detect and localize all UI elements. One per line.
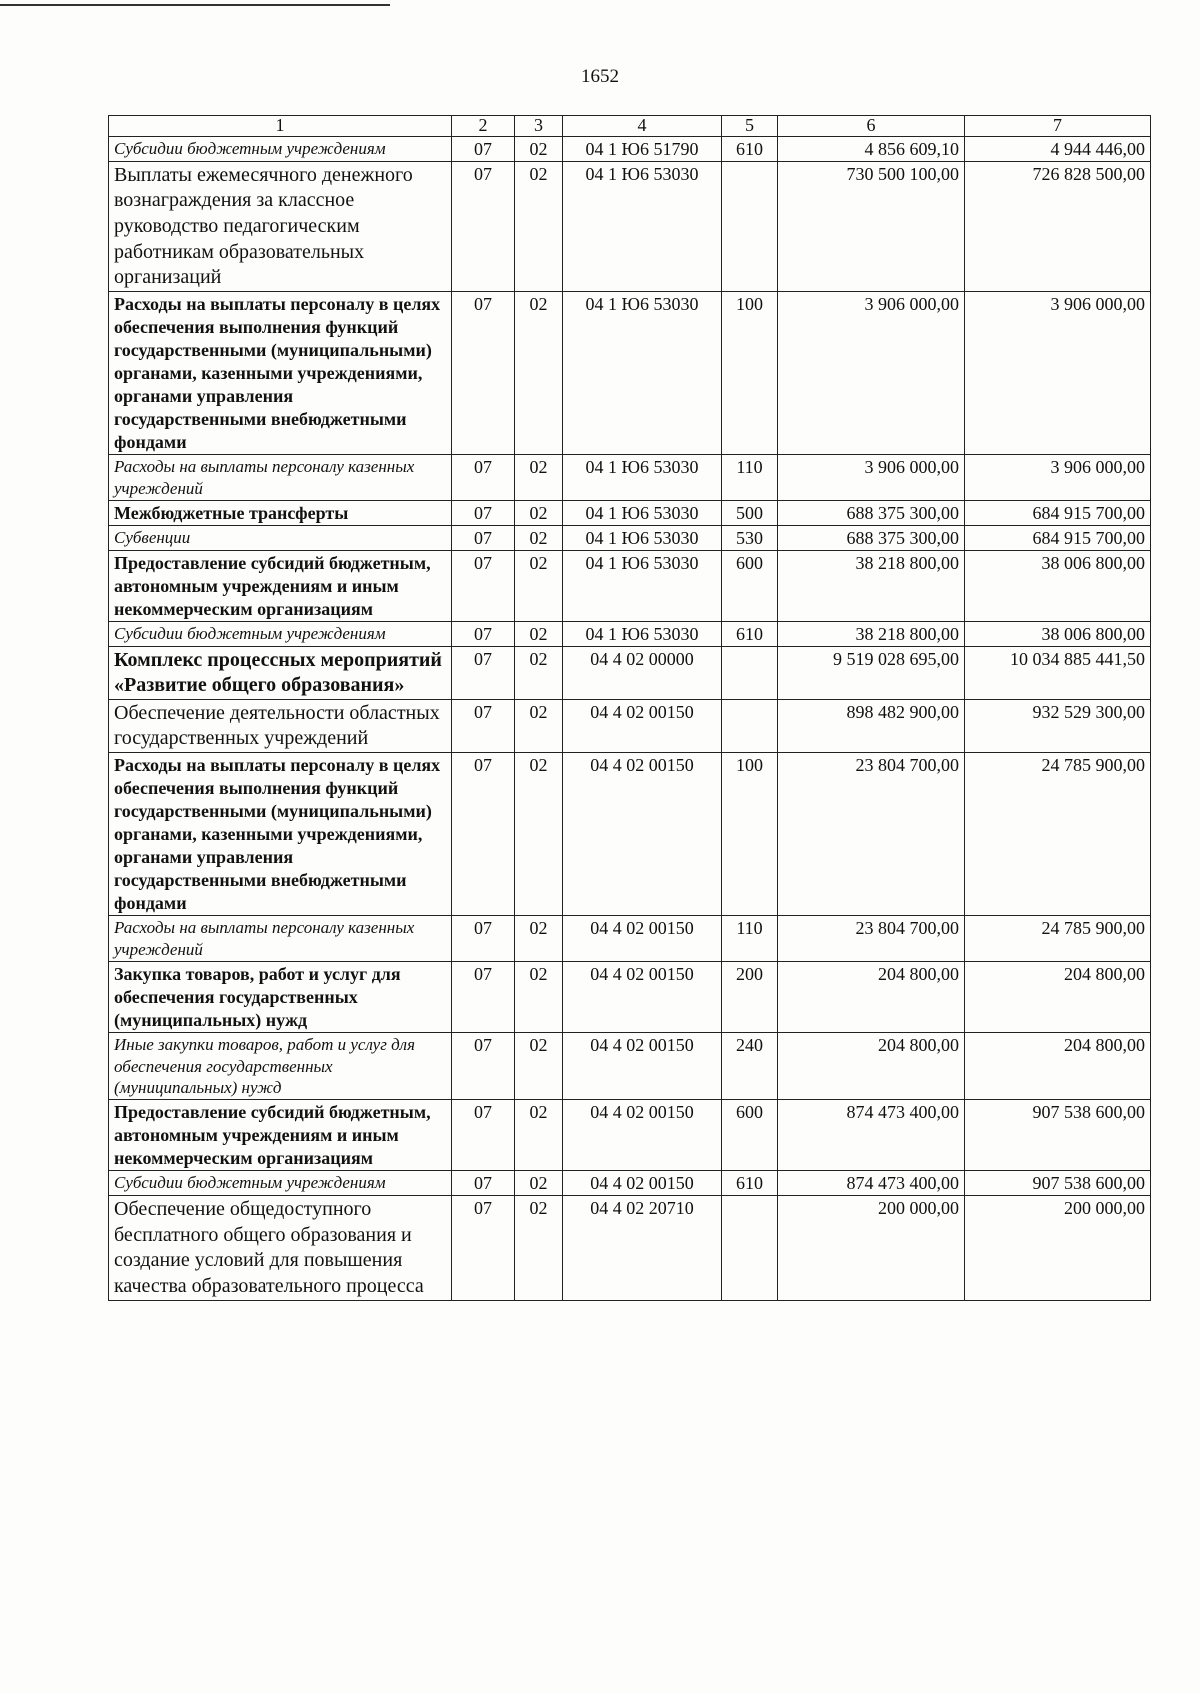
target-article-cell: 04 1 Ю6 53030 [563,550,722,621]
table-row [109,550,1151,621]
amount-year-1-cell: 204 800,00 [778,961,965,1032]
subsection-code-cell: 02 [515,961,563,1032]
amount-year-1-cell: 730 500 100,00 [778,161,965,291]
section-code-cell: 07 [452,1196,515,1300]
subsection-code-cell: 02 [515,1032,563,1099]
table-row [109,455,1151,501]
row-name-cell: Предоставление субсидий бюджетным, автономным учреждениям и иным некоммерческим организациям [109,550,452,621]
row-name-cell: Расходы на выплаты персоналу в целях обеспечения выполнения функций государственными (муниципальными) органами, казенными учреждениями, органами управления государственными внебюджетными фондами [109,291,452,454]
target-article-cell: 04 1 Ю6 53030 [563,525,722,550]
subsection-code-cell: 02 [515,161,563,291]
amount-year-2-cell: 24 785 900,00 [965,753,1151,916]
table-row [109,753,1151,916]
section-code-cell: 07 [452,455,515,501]
expense-type-cell: 200 [722,961,778,1032]
amount-year-2-cell: 726 828 500,00 [965,161,1151,291]
amount-year-1-cell: 38 218 800,00 [778,621,965,646]
table-row [109,500,1151,525]
section-code-cell: 07 [452,621,515,646]
subsection-code-cell: 02 [515,136,563,161]
section-code-cell: 07 [452,1171,515,1196]
amount-year-1-cell: 204 800,00 [778,1032,965,1099]
subsection-code-cell: 02 [515,1171,563,1196]
row-name-cell: Расходы на выплаты персоналу казенных учреждений [109,916,452,962]
row-name-cell: Субвенции [109,525,452,550]
section-code-cell: 07 [452,1032,515,1099]
table-row [109,1032,1151,1099]
target-article-cell: 04 1 Ю6 53030 [563,291,722,454]
amount-year-2-cell: 24 785 900,00 [965,916,1151,962]
amount-year-2-cell: 932 529 300,00 [965,699,1151,752]
amount-year-2-cell: 204 800,00 [965,961,1151,1032]
row-name-cell: Расходы на выплаты персоналу в целях обеспечения выполнения функций государственными (муниципальными) органами, казенными учреждениями, органами управления государственными внебюджетными фондами [109,753,452,916]
amount-year-1-cell: 874 473 400,00 [778,1171,965,1196]
amount-year-1-cell: 23 804 700,00 [778,916,965,962]
amount-year-2-cell: 684 915 700,00 [965,500,1151,525]
table-row [109,961,1151,1032]
amount-year-1-cell: 688 375 300,00 [778,500,965,525]
header-col-2: 2 [452,116,515,137]
section-code-cell: 07 [452,550,515,621]
table-row [109,136,1151,161]
row-name-cell: Иные закупки товаров, работ и услуг для обеспечения государственных (муниципальных) нужд [109,1032,452,1099]
row-name-cell: Предоставление субсидий бюджетным, автономным учреждениям и иным некоммерческим организациям [109,1100,452,1171]
expense-type-cell [722,161,778,291]
scan-edge-line [0,4,390,6]
header-col-1: 1 [109,116,452,137]
target-article-cell: 04 4 02 00150 [563,961,722,1032]
amount-year-2-cell: 3 906 000,00 [965,455,1151,501]
section-code-cell: 07 [452,961,515,1032]
table-row [109,646,1151,699]
subsection-code-cell: 02 [515,916,563,962]
target-article-cell: 04 4 02 20710 [563,1196,722,1300]
amount-year-1-cell: 874 473 400,00 [778,1100,965,1171]
header-col-6: 6 [778,116,965,137]
amount-year-2-cell: 204 800,00 [965,1032,1151,1099]
row-name-cell: Комплекс процессных мероприятий «Развитие общего образования» [109,646,452,699]
target-article-cell: 04 4 02 00150 [563,1100,722,1171]
expense-type-cell [722,1196,778,1300]
section-code-cell: 07 [452,500,515,525]
section-code-cell: 07 [452,525,515,550]
table-row [109,1171,1151,1196]
amount-year-2-cell: 10 034 885 441,50 [965,646,1151,699]
subsection-code-cell: 02 [515,550,563,621]
amount-year-2-cell: 907 538 600,00 [965,1100,1151,1171]
target-article-cell: 04 4 02 00150 [563,916,722,962]
subsection-code-cell: 02 [515,291,563,454]
subsection-code-cell: 02 [515,621,563,646]
amount-year-1-cell: 688 375 300,00 [778,525,965,550]
section-code-cell: 07 [452,291,515,454]
target-article-cell: 04 4 02 00000 [563,646,722,699]
row-name-cell: Межбюджетные трансферты [109,500,452,525]
header-col-5: 5 [722,116,778,137]
header-col-4: 4 [563,116,722,137]
subsection-code-cell: 02 [515,500,563,525]
expense-type-cell: 100 [722,291,778,454]
expense-type-cell: 610 [722,136,778,161]
section-code-cell: 07 [452,699,515,752]
row-name-cell: Закупка товаров, работ и услуг для обеспечения государственных (муниципальных) нужд [109,961,452,1032]
amount-year-2-cell: 38 006 800,00 [965,621,1151,646]
section-code-cell: 07 [452,1100,515,1171]
section-code-cell: 07 [452,646,515,699]
section-code-cell: 07 [452,753,515,916]
expense-type-cell: 610 [722,1171,778,1196]
table-row [109,1100,1151,1171]
amount-year-2-cell: 4 944 446,00 [965,136,1151,161]
target-article-cell: 04 4 02 00150 [563,1171,722,1196]
subsection-code-cell: 02 [515,646,563,699]
target-article-cell: 04 4 02 00150 [563,699,722,752]
header-col-7: 7 [965,116,1151,137]
amount-year-1-cell: 38 218 800,00 [778,550,965,621]
section-code-cell: 07 [452,916,515,962]
header-col-3: 3 [515,116,563,137]
table-row [109,621,1151,646]
amount-year-1-cell: 4 856 609,10 [778,136,965,161]
amount-year-1-cell: 23 804 700,00 [778,753,965,916]
amount-year-2-cell: 907 538 600,00 [965,1171,1151,1196]
table-row [109,291,1151,454]
expense-type-cell: 600 [722,550,778,621]
target-article-cell: 04 4 02 00150 [563,753,722,916]
section-code-cell: 07 [452,161,515,291]
expense-type-cell: 240 [722,1032,778,1099]
section-code-cell: 07 [452,136,515,161]
subsection-code-cell: 02 [515,1196,563,1300]
row-name-cell: Расходы на выплаты персоналу казенных учреждений [109,455,452,501]
subsection-code-cell: 02 [515,455,563,501]
expense-type-cell: 530 [722,525,778,550]
row-name-cell: Обеспечение деятельности областных государственных учреждений [109,699,452,752]
table-row [109,699,1151,752]
expense-type-cell: 600 [722,1100,778,1171]
budget-table [108,115,1151,1301]
target-article-cell: 04 1 Ю6 53030 [563,621,722,646]
expense-type-cell [722,699,778,752]
row-name-cell: Субсидии бюджетным учреждениям [109,1171,452,1196]
amount-year-1-cell: 9 519 028 695,00 [778,646,965,699]
target-article-cell: 04 1 Ю6 53030 [563,161,722,291]
table-row [109,916,1151,962]
target-article-cell: 04 1 Ю6 53030 [563,500,722,525]
header-row [109,116,1151,137]
expense-type-cell [722,646,778,699]
subsection-code-cell: 02 [515,1100,563,1171]
row-name-cell: Обеспечение общедоступного бесплатного общего образования и создание условий для повышения качества образовательного процесса [109,1196,452,1300]
subsection-code-cell: 02 [515,525,563,550]
subsection-code-cell: 02 [515,753,563,916]
page-number: 1652 [581,66,619,87]
table-row [109,1196,1151,1300]
row-name-cell: Субсидии бюджетным учреждениям [109,621,452,646]
amount-year-2-cell: 684 915 700,00 [965,525,1151,550]
expense-type-cell: 110 [722,455,778,501]
expense-type-cell: 110 [722,916,778,962]
amount-year-1-cell: 200 000,00 [778,1196,965,1300]
target-article-cell: 04 1 Ю6 53030 [563,455,722,501]
row-name-cell: Субсидии бюджетным учреждениям [109,136,452,161]
amount-year-2-cell: 3 906 000,00 [965,291,1151,454]
amount-year-1-cell: 3 906 000,00 [778,455,965,501]
expense-type-cell: 610 [722,621,778,646]
amount-year-2-cell: 200 000,00 [965,1196,1151,1300]
target-article-cell: 04 4 02 00150 [563,1032,722,1099]
table-row [109,525,1151,550]
expense-type-cell: 500 [722,500,778,525]
table-row [109,161,1151,291]
target-article-cell: 04 1 Ю6 51790 [563,136,722,161]
amount-year-1-cell: 898 482 900,00 [778,699,965,752]
amount-year-2-cell: 38 006 800,00 [965,550,1151,621]
table-body [109,136,1151,1300]
expense-type-cell: 100 [722,753,778,916]
subsection-code-cell: 02 [515,699,563,752]
row-name-cell: Выплаты ежемесячного денежного вознаграждения за классное руководство педагогическим работникам образовательных организаций [109,161,452,291]
amount-year-1-cell: 3 906 000,00 [778,291,965,454]
